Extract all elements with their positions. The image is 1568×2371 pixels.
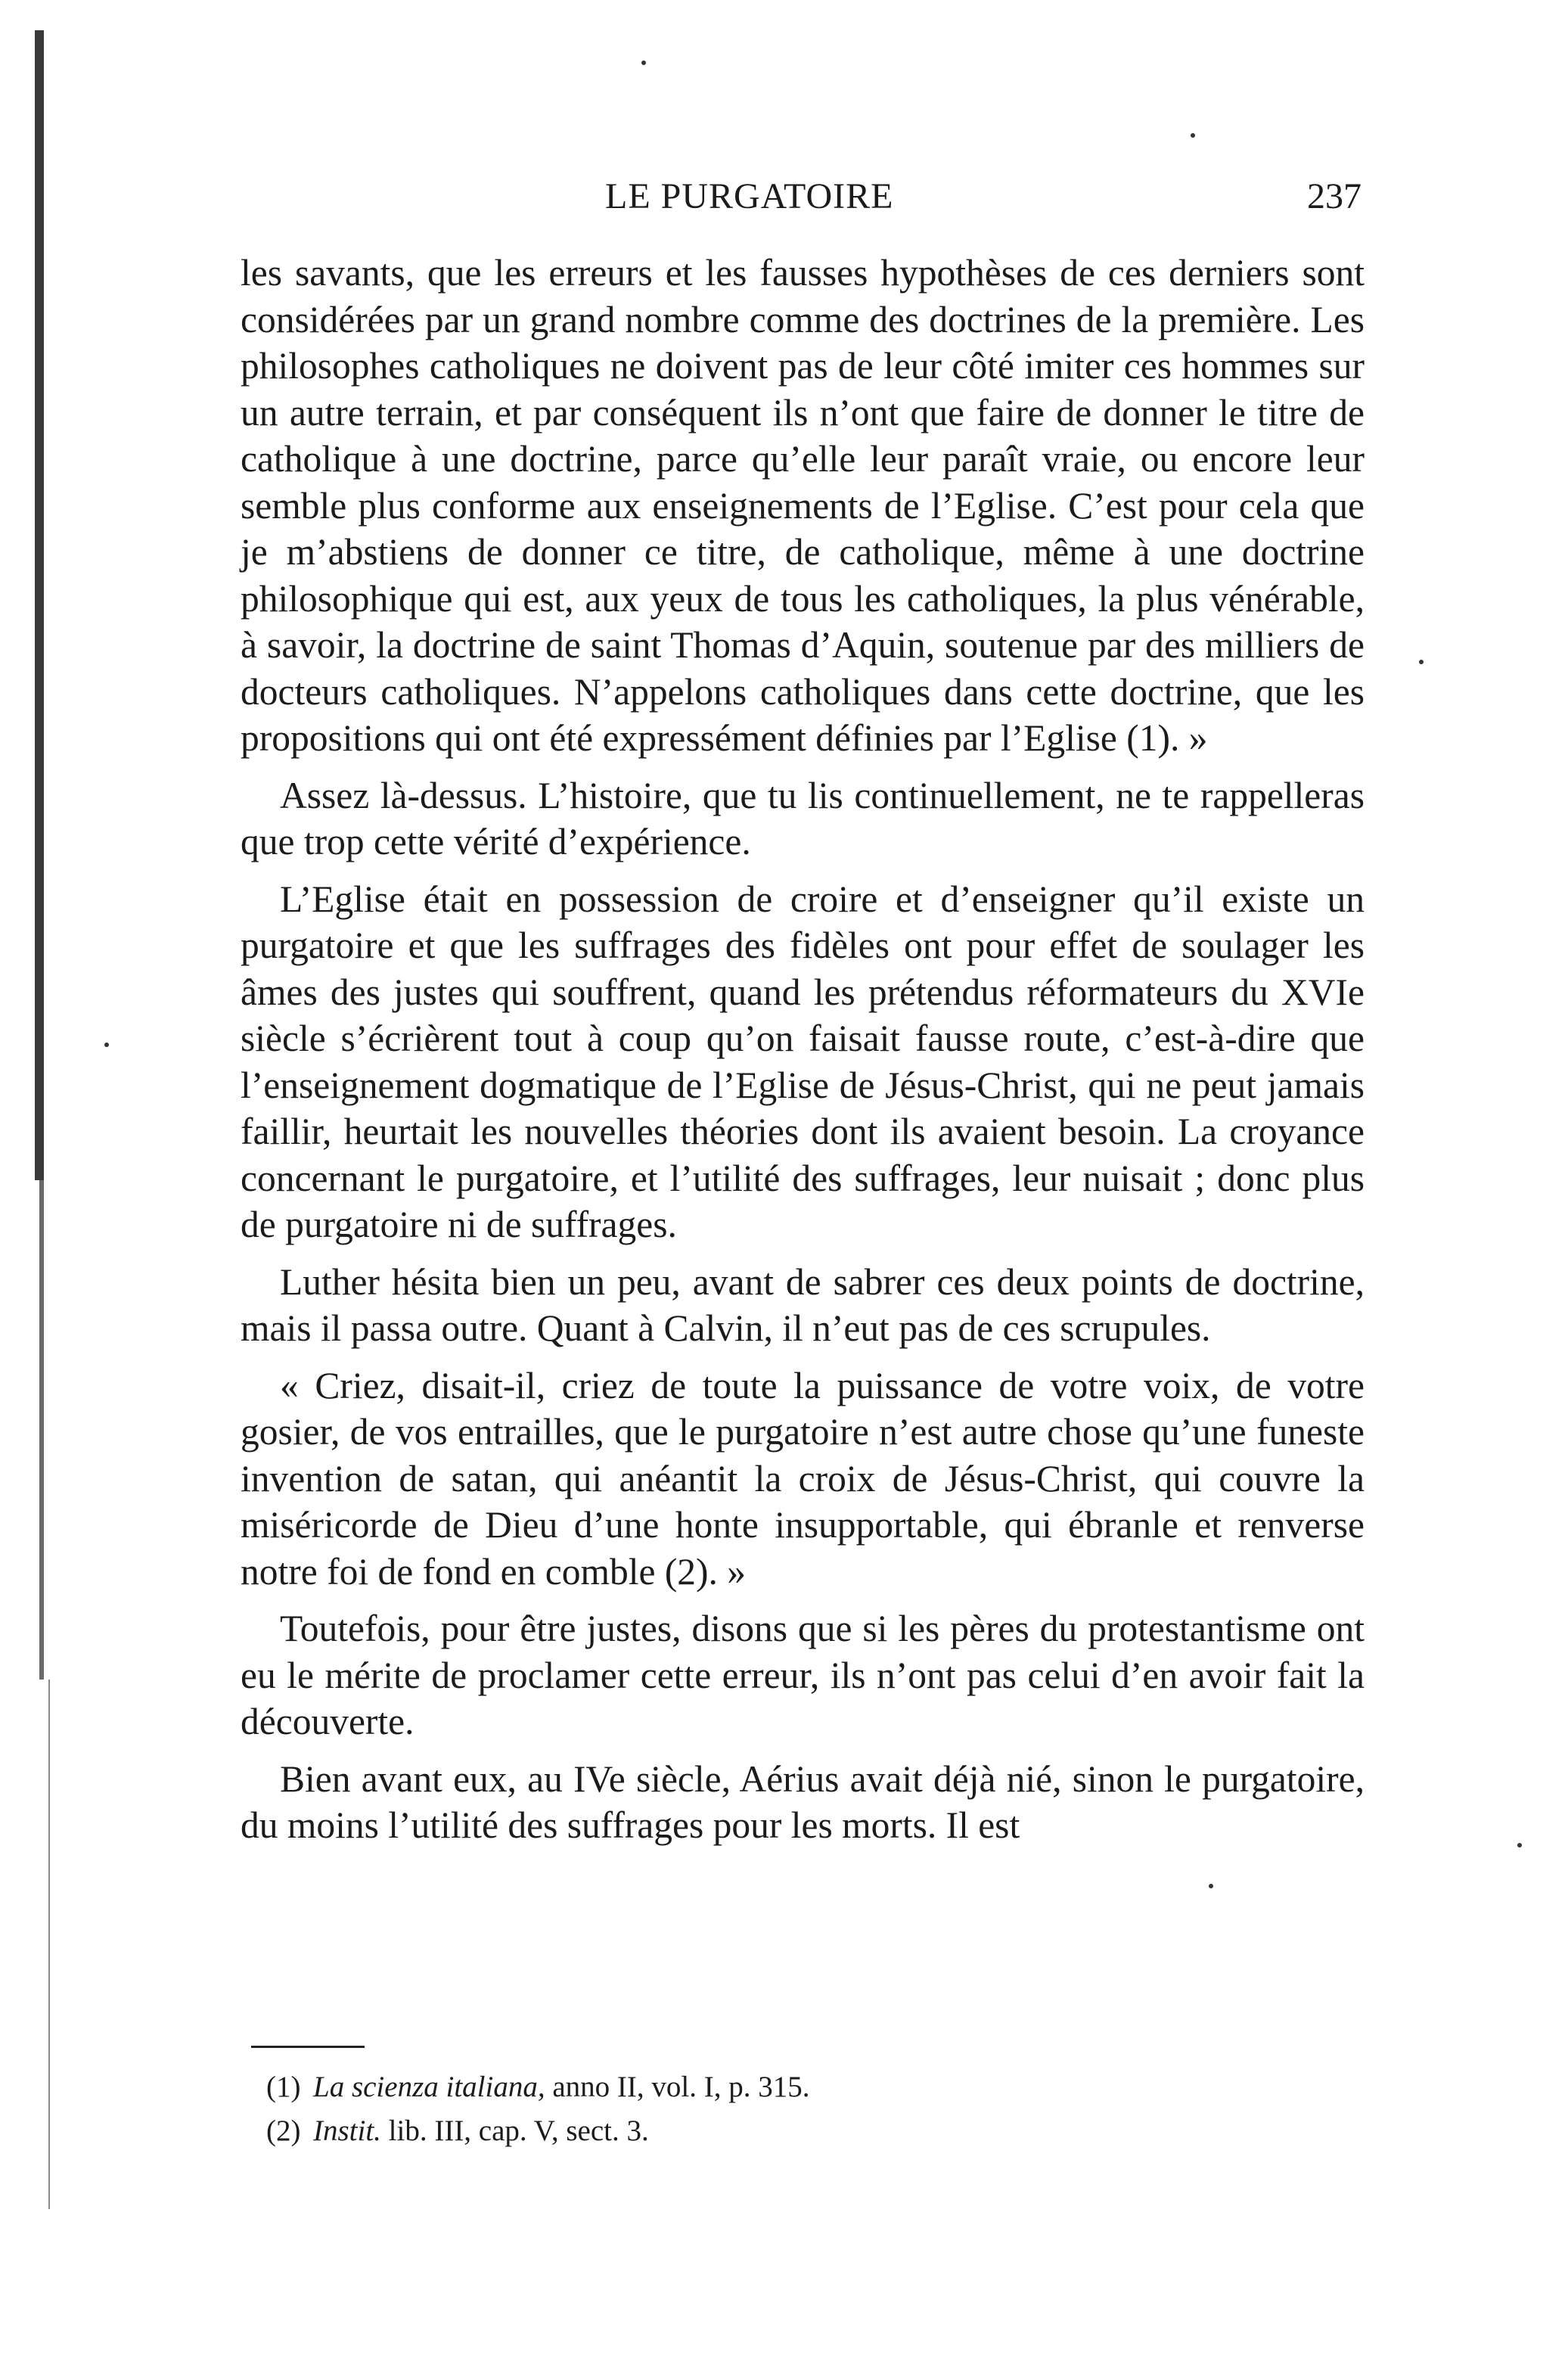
footnote-reference: lib. III, cap. V, sect. 3. (380, 2115, 649, 2147)
paragraph: Luther hésita bien un peu, avant de sabrer ces deux points de doctrine, mais il passa outre. Quant à Calvin, il n’eut pas de ces scrupules. (241, 1260, 1365, 1349)
footnote-separator (251, 2046, 365, 2048)
print-speck (1191, 133, 1195, 138)
paragraph: Toutefois, pour être justes, disons que si les pères du protestantisme ont eu le mérite de proclamer cette erreur, ils n’ont pas celui d’en avoir fait la découverte. (241, 1608, 1365, 1742)
print-speck (1517, 1843, 1522, 1847)
print-speck (641, 61, 646, 65)
paragraph: « Criez, disait-il, criez de toute la puissance de votre voix, de votre gosier, de vos entrailles, que le purgatoire n’est autre chose qu’une funeste invention de satan, qui anéantit la croix de Jésus-Christ, qui couvre la miséricorde de Dieu d’une honte insupportable, qui ébranle et renverse notre foi de fond en comble (2). » (241, 1364, 1365, 1593)
gutter-rule (48, 1680, 50, 2209)
paragraph: Bien avant eux, au IVe siècle, Aérius avait déjà nié, sinon le purgatoire, du moins l’utilité des suffrages pour les morts. Il est (241, 1757, 1365, 1846)
page-number: 237 (1307, 176, 1362, 216)
footnote-2 (266, 2109, 1174, 2153)
running-header (250, 176, 1362, 228)
running-title: LE PURGATOIRE (605, 176, 894, 216)
book-gutter-edge (0, 0, 44, 2371)
paragraph: les savants, que les erreurs et les fausses hypothèses de ces derniers sont considérées par un grand nombre comme des doctrines de la première. Les philosophes catholiques ne doivent pas de leur côté imiter ces hommes sur un autre terrain, et par conséquent ils n’ont que faire de donner le titre de catholique à une doctrine, parce qu’elle leur paraît vraie, ou encore leur semble plus conforme aux enseignements de l’Eglise. C’est pour cela que je m’abstiens de donner ce titre, de catholique, même à une doctrine philosophique qui est, aux yeux de tous les catholiques, la plus vénérable, à savoir, la doctrine de saint Thomas d’Aquin, soutenue par des milliers de docteurs catholiques. N’appelons catholiques dans cette doctrine, que les propositions qui ont été expressément définies par l’Eglise (1). » (241, 252, 1365, 759)
print-speck (1209, 1884, 1213, 1888)
gutter-shadow-lower (39, 1180, 44, 1680)
footnote-work: La scienza italiana, (313, 2071, 545, 2103)
footnote-1 (266, 2065, 1174, 2109)
gutter-shadow-upper (35, 30, 44, 1180)
body-text (241, 250, 1365, 1860)
footnotes (266, 2065, 1174, 2153)
print-speck (104, 1043, 109, 1047)
footnote-number: (1) (266, 2071, 301, 2103)
footnote-number: (2) (266, 2115, 301, 2147)
print-speck (1419, 660, 1424, 664)
footnote-reference: anno II, vol. I, p. 315. (545, 2071, 810, 2103)
paragraph: Assez là-dessus. L’histoire, que tu lis continuellement, ne te rappelleras que trop cette vérité d’expérience. (241, 774, 1365, 862)
footnote-work: Instit. (313, 2115, 381, 2147)
paragraph: L’Eglise était en possession de croire et d’enseigner qu’il existe un purgatoire et que les suffrages des fidèles ont pour effet de soulager les âmes des justes qui souffrent, quand les prétendus réformateurs du XVIe siècle s’écrièrent tout à coup qu’on faisait fausse route, c’est-à-dire que l’enseignement dogmatique de l’Eglise de Jésus-Christ, qui ne peut jamais faillir, heurtait les nouvelles théories dont ils avaient besoin. La croyance concernant le purgatoire, et l’utilité des suffrages, leur nuisait ; donc plus de purgatoire ni de suffrages. (241, 878, 1365, 1245)
